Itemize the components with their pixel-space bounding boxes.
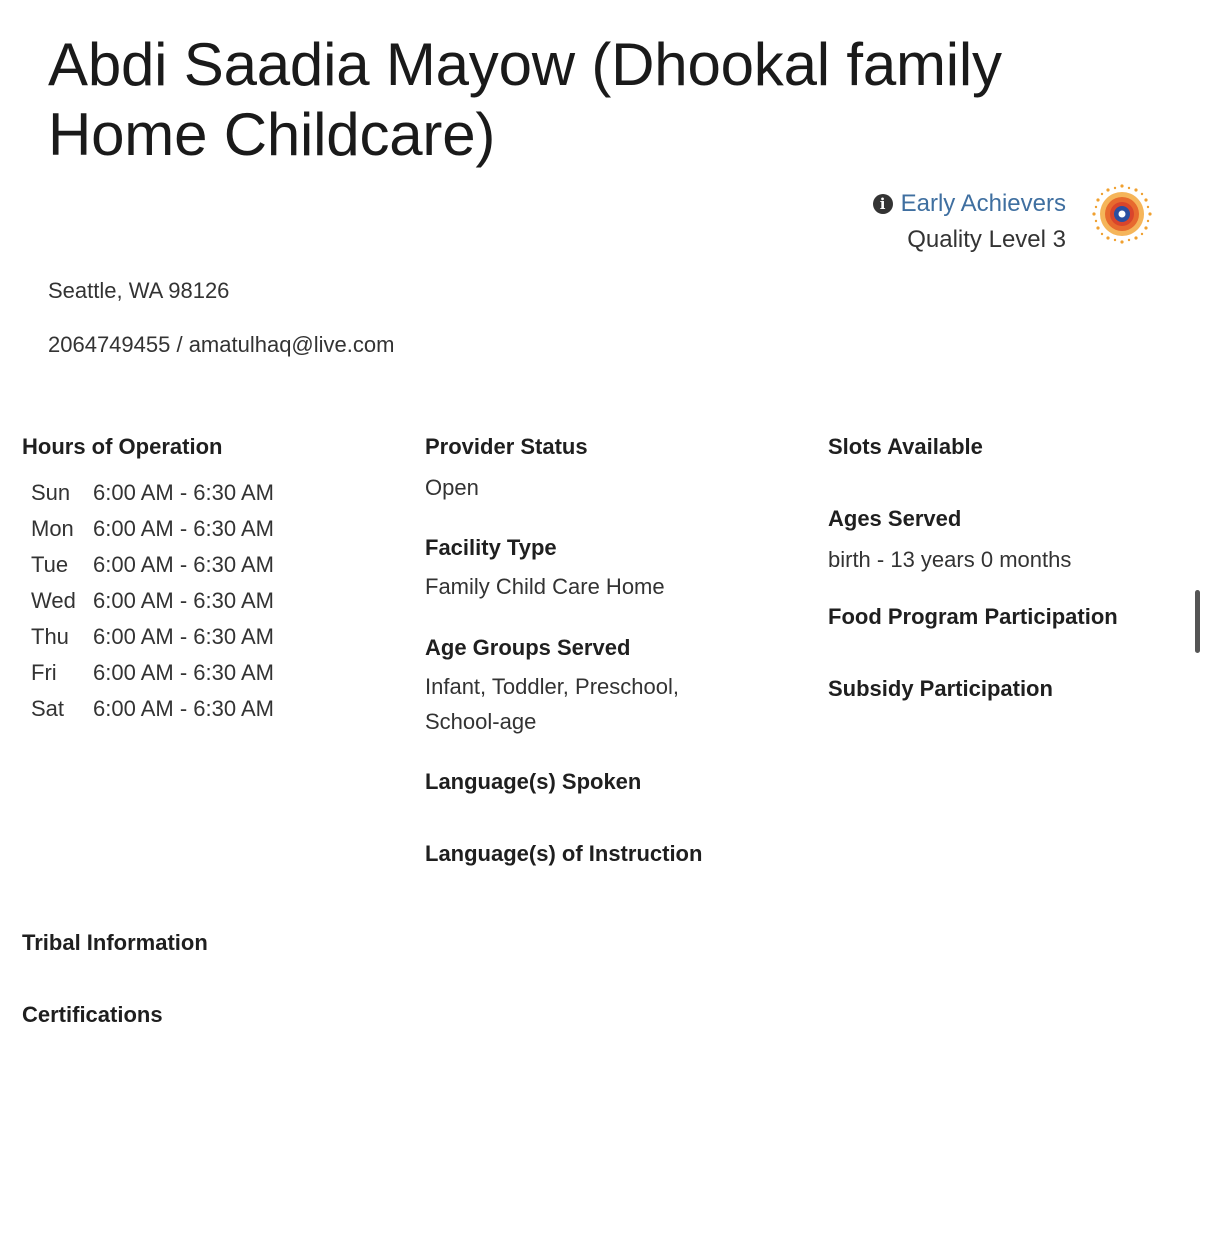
hours-section: [22, 430, 402, 727]
hours-day: Mon: [31, 516, 74, 541]
hours-day: Thu: [31, 624, 69, 649]
languages-instruction-label: Language(s) of Instruction: [425, 841, 703, 866]
slots-available-label: Slots Available: [828, 434, 983, 459]
certifications-label: Certifications: [22, 1002, 163, 1027]
facility-type-value: Family Child Care Home: [425, 574, 665, 599]
hours-row: [31, 619, 402, 655]
age-groups-label: Age Groups Served: [425, 635, 631, 660]
ages-served-value: birth - 13 years 0 months: [828, 547, 1072, 572]
provider-contact: 2064749455 / amatulhaq@live.com: [48, 332, 395, 357]
hours-time: 6:00 AM - 6:30 AM: [93, 588, 274, 613]
provider-details-section: [425, 430, 805, 871]
hours-time: 6:00 AM - 6:30 AM: [93, 480, 274, 505]
subsidy-label: Subsidy Participation: [828, 676, 1053, 701]
provider-name-title: Abdi Saadia Mayow (Dhookal family Home Childcare): [48, 31, 1002, 168]
facility-type-label: Facility Type: [425, 535, 557, 560]
tribal-information-label: Tribal Information: [22, 930, 208, 955]
hours-day: Tue: [31, 552, 69, 577]
hours-row: [31, 475, 402, 511]
age-groups-line: Infant, Toddler, Preschool,: [425, 674, 679, 699]
languages-spoken-label: Language(s) Spoken: [425, 769, 642, 794]
scrollbar-thumb[interactable]: [1195, 590, 1200, 653]
hours-row: [31, 655, 402, 691]
hours-day: Wed: [31, 588, 76, 613]
hours-time: 6:00 AM - 6:30 AM: [93, 516, 274, 541]
hours-day: Fri: [31, 660, 57, 685]
hours-time: 6:00 AM - 6:30 AM: [93, 552, 274, 577]
ages-served-label: Ages Served: [828, 506, 962, 531]
hours-row: [31, 511, 402, 547]
info-circle-icon[interactable]: i: [873, 194, 893, 214]
hours-time: 6:00 AM - 6:30 AM: [93, 624, 274, 649]
hours-day: Sat: [31, 696, 65, 721]
availability-section: [828, 430, 1198, 706]
quality-level-text: Quality Level 3: [907, 226, 1066, 253]
food-program-label: Food Program Participation: [828, 604, 1118, 629]
early-achievers-sun-icon: [1091, 183, 1153, 245]
early-achievers-badge: [873, 186, 1066, 258]
provider-address: Seattle, WA 98126: [48, 278, 230, 303]
hours-heading: Hours of Operation: [22, 434, 223, 459]
hours-table: [31, 475, 402, 727]
early-achievers-link[interactable]: Early Achievers: [900, 190, 1066, 217]
hours-row: [31, 583, 402, 619]
hours-row: [31, 691, 402, 727]
hours-day: Sun: [31, 480, 71, 505]
hours-time: 6:00 AM - 6:30 AM: [93, 696, 274, 721]
provider-status-value: Open: [425, 475, 479, 500]
age-groups-line: School-age: [425, 709, 537, 734]
provider-status-label: Provider Status: [425, 434, 588, 459]
hours-time: 6:00 AM - 6:30 AM: [93, 660, 274, 685]
hours-row: [31, 547, 402, 583]
